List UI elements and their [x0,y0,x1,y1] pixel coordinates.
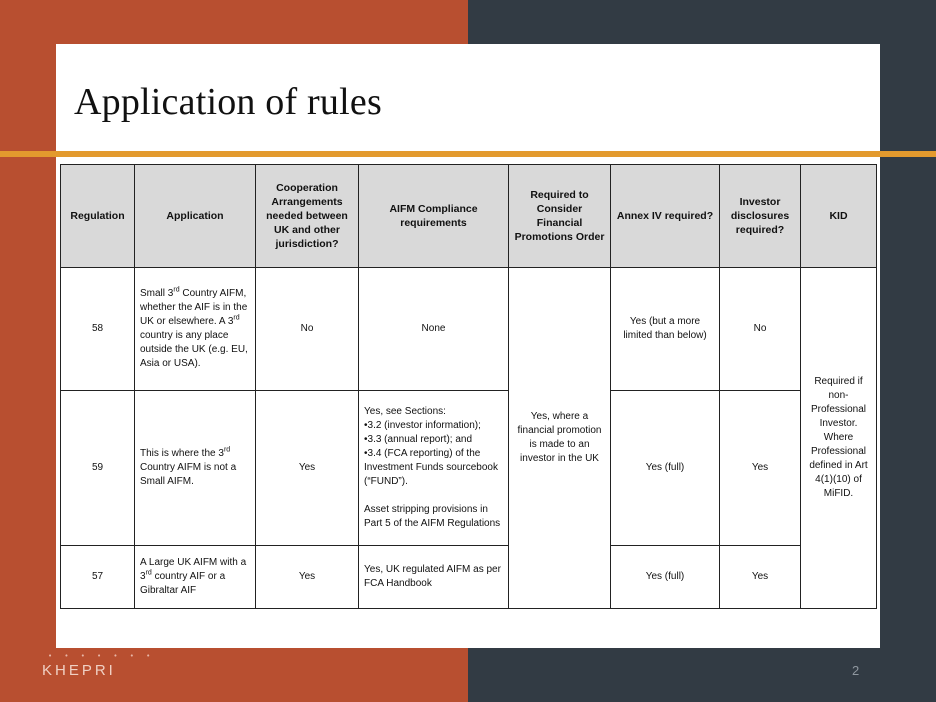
cooperation-cell: Yes [256,391,359,546]
application-cell [135,268,256,391]
investor-disclosures-cell: No [720,268,801,391]
header-application: Application [135,165,256,268]
page-number: 2 [852,663,860,678]
application-text: country AIF or a Gibraltar AIF [140,571,226,596]
application-text: country is any place outside the UK (e.g. EU, Asia or USA). [140,330,248,369]
application-cell [135,546,256,609]
table-header-row [61,165,877,268]
rules-table [60,164,877,609]
application-cell [135,391,256,546]
header-compliance: AIFM Compliance requirements [359,165,509,268]
table-row [61,391,877,546]
application-text: Country AIFM is not a Small AIFM. [140,462,237,487]
logo-dots: • • • • • • • [48,652,156,660]
table-row [61,268,877,391]
application-text: A Large UK AIFM with a 3 [140,557,247,582]
regulation-cell: 57 [61,546,135,609]
annex-iv-cell: Yes (full) [611,546,720,609]
compliance-line: •3.3 (annual report); and [364,434,473,445]
compliance-line: •3.4 (FCA reporting) of the Investment Funds sourcebook (“FUND”). [364,448,498,487]
superscript: rd [223,446,231,454]
compliance-line: •3.2 (investor information); [364,420,481,431]
compliance-spacer [364,489,503,503]
application-text: Small 3 [140,288,174,299]
header-kid: KID [801,165,877,268]
investor-disclosures-cell: Yes [720,391,801,546]
header-cooperation: Cooperation Arrangements needed between UK and other jurisdiction? [256,165,359,268]
compliance-line: Asset stripping provisions in Part 5 of the AIFM Regulations [364,504,501,529]
accent-divider-line [0,151,936,157]
compliance-cell: None [359,268,509,391]
slide-title: Application of rules [74,81,382,123]
header-annex-iv: Annex IV required? [611,165,720,268]
cooperation-cell: No [256,268,359,391]
header-investor-disclosures: Investor disclosures required? [720,165,801,268]
compliance-cell: Yes, UK regulated AIFM as per FCA Handbook [359,546,509,609]
cooperation-cell: Yes [256,546,359,609]
regulation-cell: 58 [61,268,135,391]
compliance-cell [359,391,509,546]
header-financial-promotions: Required to Consider Financial Promotions Order [509,165,611,268]
financial-promotions-cell: Yes, where a financial promotion is made to an investor in the UK [509,268,611,609]
superscript: rd [145,569,152,577]
khepri-logo: KHEPRI [42,662,116,679]
annex-iv-cell: Yes (full) [611,391,720,546]
compliance-line: Yes, see Sections: [364,406,446,417]
superscript: rd [173,286,180,294]
header-regulation: Regulation [61,165,135,268]
investor-disclosures-cell: Yes [720,546,801,609]
regulation-cell: 59 [61,391,135,546]
annex-iv-cell: Yes (but a more limited than below) [611,268,720,391]
superscript: rd [233,314,240,322]
application-text: Country AIFM, whether the AIF is in the UK or elsewhere. A 3 [140,288,248,327]
application-text: This is where the 3 [140,448,224,459]
table-row [61,546,877,609]
kid-cell: Required if non-Professional Investor. Where Professional defined in Art 4(1)(10) of MiFID. [801,268,877,609]
